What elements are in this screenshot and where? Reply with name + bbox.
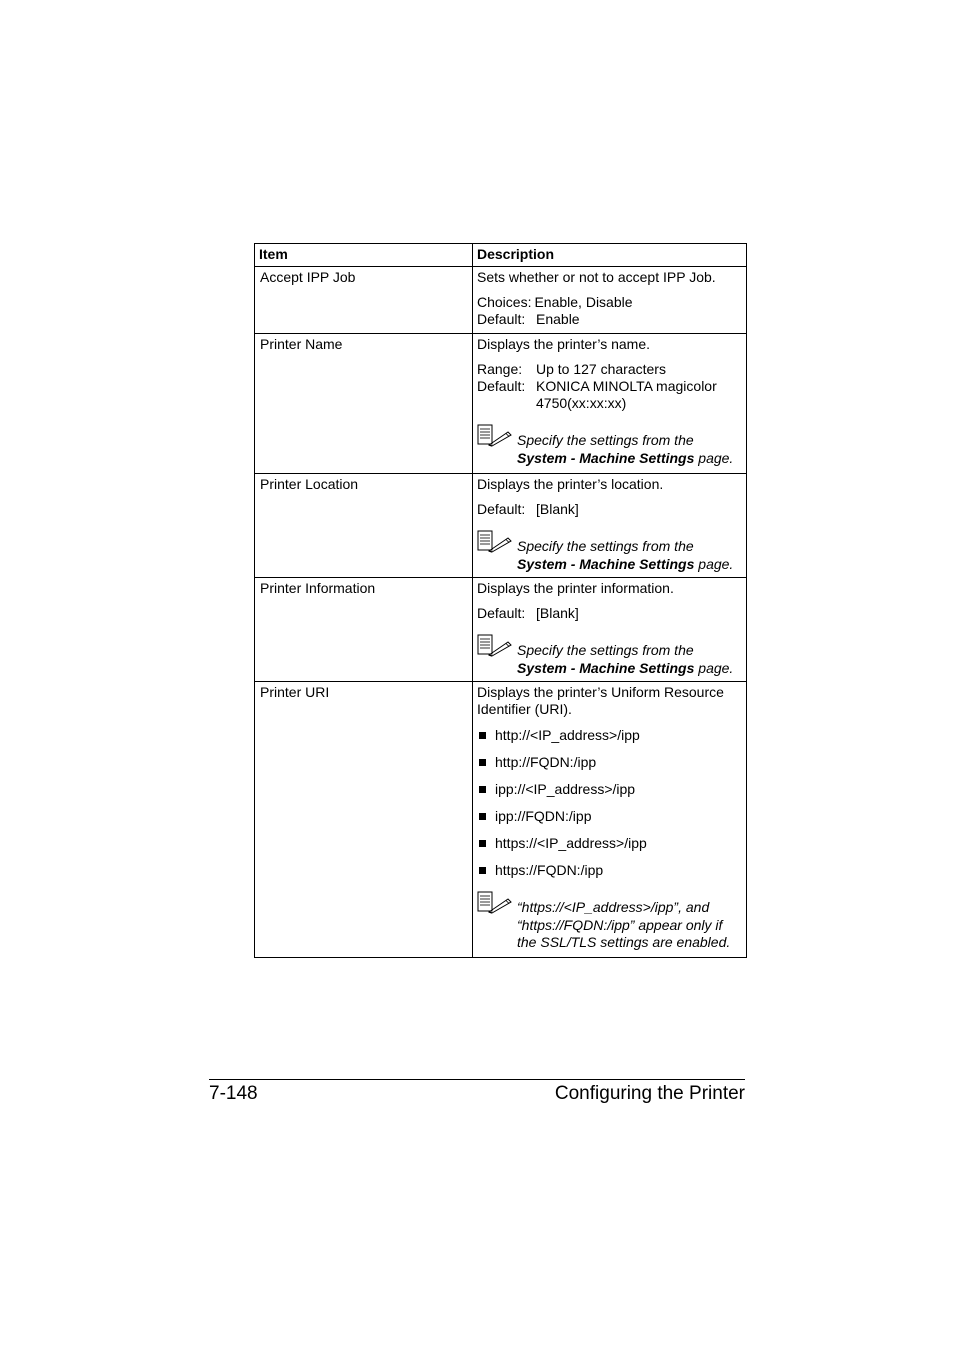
- item-label: Printer Location: [260, 476, 359, 492]
- note: [477, 634, 742, 677]
- default-label: Default:: [477, 311, 526, 327]
- description-cell: [473, 267, 747, 334]
- table-row: [255, 267, 747, 334]
- item-label: Accept IPP Job: [260, 269, 356, 285]
- default-line: [477, 501, 742, 518]
- bullet-square-icon: [479, 813, 486, 820]
- description-cell: [473, 334, 747, 474]
- default-line: [477, 605, 742, 622]
- range-value: Up to 127 characters: [536, 361, 666, 377]
- item-cell: [255, 578, 473, 682]
- list-item: https://FQDN:/ipp: [477, 862, 742, 879]
- note-text: Specify the settings from the System - Machine Settings page.: [517, 642, 734, 676]
- note-pencil-icon: [477, 530, 517, 556]
- list-item: ipp://FQDN:/ipp: [477, 808, 742, 825]
- description-text: Displays the printer’s location.: [477, 476, 664, 492]
- description-text: Displays the printer information.: [477, 580, 674, 596]
- bullet-square-icon: [479, 732, 486, 739]
- page-number: 7-148: [209, 1083, 258, 1104]
- default-value: [Blank]: [536, 501, 579, 517]
- settings-table: [254, 243, 747, 958]
- description-cell: [473, 682, 747, 958]
- default-value: KONICA MINOLTA magicolor 4750(xx:xx:xx): [536, 378, 717, 411]
- description-cell: [473, 474, 747, 578]
- table-row: [255, 474, 747, 578]
- note-pencil-icon: [477, 891, 517, 917]
- choices-line: [477, 294, 742, 311]
- note-bold-link: System - Machine Settings: [517, 659, 695, 676]
- note: [477, 424, 742, 467]
- list-item: ipp://<IP_address>/ipp: [477, 781, 742, 798]
- table-row: [255, 682, 747, 958]
- list-item: https://<IP_address>/ipp: [477, 835, 742, 852]
- list-item: http://<IP_address>/ipp: [477, 727, 742, 744]
- item-cell: [255, 334, 473, 474]
- header-item: Item: [255, 244, 473, 267]
- footer-divider: [209, 1079, 745, 1080]
- default-line: [477, 311, 742, 328]
- note: [477, 530, 742, 573]
- note-pencil-icon: [477, 424, 517, 450]
- description-text: Sets whether or not to accept IPP Job.: [477, 269, 716, 285]
- default-value: Enable: [536, 311, 580, 327]
- description-text: Displays the printer’s name.: [477, 336, 651, 352]
- choices-value: Enable, Disable: [534, 294, 633, 310]
- note-pencil-icon: [477, 634, 517, 660]
- bullet-square-icon: [479, 840, 486, 847]
- item-label: Printer Information: [260, 580, 376, 596]
- note-text: “https://<IP_address>/ipp”, and “https://FQDN:/ipp” appear only if the SSL/TLS settings are enabled.: [517, 899, 731, 950]
- range-line: [477, 361, 742, 378]
- item-cell: [255, 267, 473, 334]
- default-label: Default:: [477, 501, 526, 517]
- note-bold-link: System - Machine Settings: [517, 449, 695, 466]
- bullet-square-icon: [479, 759, 486, 766]
- note-bold-link: System - Machine Settings: [517, 555, 695, 572]
- item-cell: [255, 682, 473, 958]
- table-row: [255, 578, 747, 682]
- default-value: [Blank]: [536, 605, 579, 621]
- default-label: Default:: [477, 605, 526, 621]
- bullet-square-icon: [479, 867, 486, 874]
- item-label: Printer Name: [260, 336, 343, 352]
- item-label: Printer URI: [260, 684, 330, 700]
- note: [477, 891, 742, 952]
- description-text: Displays the printer’s Uniform Resource Identifier (URI).: [477, 684, 724, 717]
- default-label: Default:: [477, 378, 526, 394]
- note-text: Specify the settings from the System - Machine Settings page.: [517, 538, 734, 572]
- bullet-square-icon: [479, 786, 486, 793]
- range-label: Range:: [477, 361, 523, 377]
- description-cell: [473, 578, 747, 682]
- default-line: [477, 378, 742, 412]
- item-cell: [255, 474, 473, 578]
- header-description: Description: [473, 244, 747, 267]
- section-title: Configuring the Printer: [554, 1083, 745, 1104]
- table-row: [255, 334, 747, 474]
- list-item: http://FQDN:/ipp: [477, 754, 742, 771]
- choices-label: Choices:: [477, 294, 532, 310]
- table-header-row: [255, 244, 747, 267]
- note-text: Specify the settings from the System - Machine Settings page.: [517, 432, 734, 466]
